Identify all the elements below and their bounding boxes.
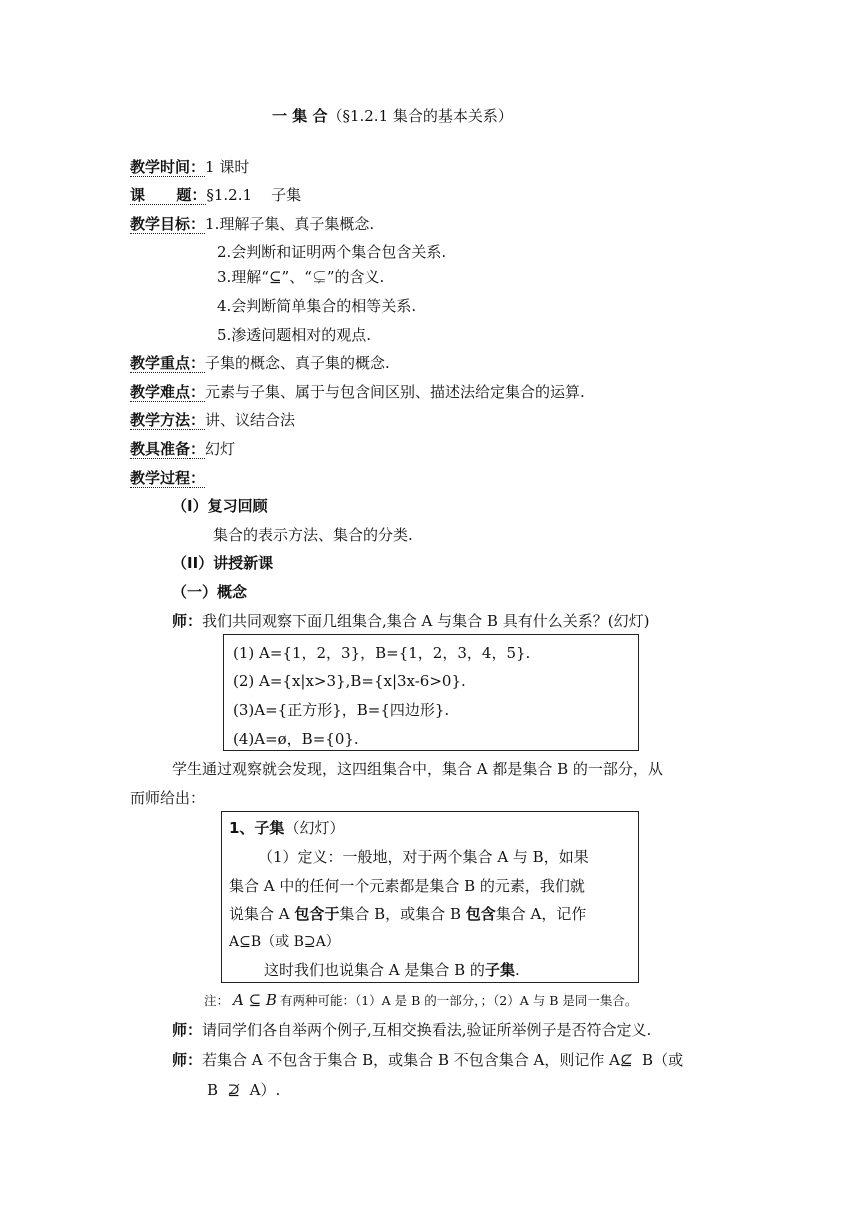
field-process (130, 468, 205, 488)
review-heading: （I）复习回顾 (172, 497, 268, 515)
definition-line: （1）定义：一般地，对于两个集合 A 与 B，如果 (258, 848, 589, 866)
field-sep: ： (190, 215, 206, 233)
definition-heading (229, 818, 344, 838)
text-run: 说集合 A (229, 905, 295, 923)
field-sep: ： (190, 383, 206, 401)
goal-item: 5.渗透问题相对的观点. (217, 326, 372, 344)
teacher-prompt (172, 1020, 651, 1040)
field-sep: ： (190, 354, 206, 372)
field-sep: ： (190, 440, 206, 458)
title-sub: （§1.2.1 集合的基本关系） (327, 107, 513, 125)
teacher-text: 请同学们各自举两个例子,互相交换看法,验证所举例子是否符合定义. (202, 1021, 652, 1039)
field-label: 教学过程 (130, 469, 191, 487)
field-label: 教学重点 (130, 354, 191, 372)
example-item: (3)A={正方形}，B={四边形}. (233, 701, 450, 719)
emphasis-contained-in: 包含于 (294, 905, 340, 923)
field-key (130, 353, 390, 373)
teacher-label: 师： (172, 612, 203, 630)
field-label: 教学方法 (130, 411, 191, 429)
field-goals (130, 214, 374, 234)
teacher-label: 师： (172, 1051, 203, 1069)
review-text: 集合的表示方法、集合的分类. (213, 526, 413, 544)
text-run: 这时我们也说集合 A 是集合 B 的 (264, 961, 485, 979)
example-item: (1) A={1，2，3}，B={1，2，3，4，5}. (233, 644, 531, 662)
note-line (204, 990, 637, 1011)
new-lesson-heading: （II）讲授新课 (172, 554, 274, 572)
observation-line: 而师给出： (130, 789, 206, 807)
teacher-question (172, 611, 649, 631)
field-topic (130, 185, 301, 205)
definition-line (229, 904, 586, 924)
goal-item: 2.会判断和证明两个集合包含关系. (217, 243, 447, 261)
field-value: 子集的概念、真子集的概念. (205, 354, 390, 372)
field-value: §1.2.1 子集 (206, 186, 302, 204)
observation-line: 学生通过观察就会发现，这四组集合中，集合 A 都是集合 B 的一部分，从 (172, 760, 663, 778)
field-label: 课 题 (130, 186, 192, 204)
field-label: 教学难点 (130, 383, 191, 401)
field-method (130, 410, 295, 430)
field-value: 1 课时 (205, 158, 250, 176)
field-difficulty (130, 382, 585, 402)
definition-notation: A⊆B（或 B⊇A） (229, 934, 340, 950)
field-sep: ： (191, 186, 207, 204)
field-value: 讲、议结合法 (205, 411, 296, 429)
definition-line (264, 960, 520, 980)
text-run: 集合 A，记作 (495, 905, 587, 923)
field-sep: ： (190, 469, 206, 487)
field-time (130, 157, 249, 177)
teacher-label: 师： (172, 1021, 203, 1039)
teacher-text-cont: B ⊉ A）. (207, 1081, 281, 1099)
field-value: 元素与子集、属于与包含间区别、描述法给定集合的运算. (205, 383, 585, 401)
field-value: 幻灯 (205, 440, 236, 458)
field-sep: ： (190, 411, 206, 429)
field-sep: ： (190, 158, 206, 176)
definition-note: （幻灯） (284, 819, 345, 837)
title-main: 一 集 合 (272, 107, 328, 125)
note-formula: A ⊆ B (233, 991, 277, 1009)
emphasis-subset: 子集 (484, 961, 515, 979)
goal-item: 1.理解子集、真子集概念. (205, 215, 375, 233)
field-label: 教具准备 (130, 440, 191, 458)
teacher-text: 我们共同观察下面几组集合,集合 A 与集合 B 具有什么关系？(幻灯) (202, 612, 650, 630)
goal-item: 4.会判断简单集合的相等关系. (217, 297, 417, 315)
note-label: 注： (204, 993, 230, 1008)
teacher-text: 若集合 A 不包含于集合 B，或集合 B 不包含集合 A，则记作 A⊈ B（或 (202, 1051, 684, 1069)
example-item: (4)A=ø，B={0}. (233, 730, 359, 748)
definition-title: 1、子集 (229, 819, 285, 837)
goal-item: 3.理解“⊆”、“⊊”的含义. (217, 268, 385, 286)
field-label: 教学目标 (130, 215, 191, 233)
field-label: 教学时间 (130, 158, 191, 176)
field-tools (130, 439, 235, 459)
text-run: . (514, 961, 520, 979)
page-title (272, 106, 513, 126)
example-item: (2) A={x|x>3},B={x|3x-6>0}. (233, 672, 466, 690)
note-text: 有两种可能：（1）A 是 B 的一部分，；（2）A 与 B 是同一集合。 (279, 993, 638, 1008)
text-run: 集合 B，或集合 B (339, 905, 466, 923)
teacher-prompt (172, 1050, 683, 1070)
concept-heading: （一）概念 (172, 583, 248, 601)
definition-line: 集合 A 中的任何一个元素都是集合 B 的元素，我们就 (229, 877, 585, 895)
emphasis-contains: 包含 (465, 905, 496, 923)
